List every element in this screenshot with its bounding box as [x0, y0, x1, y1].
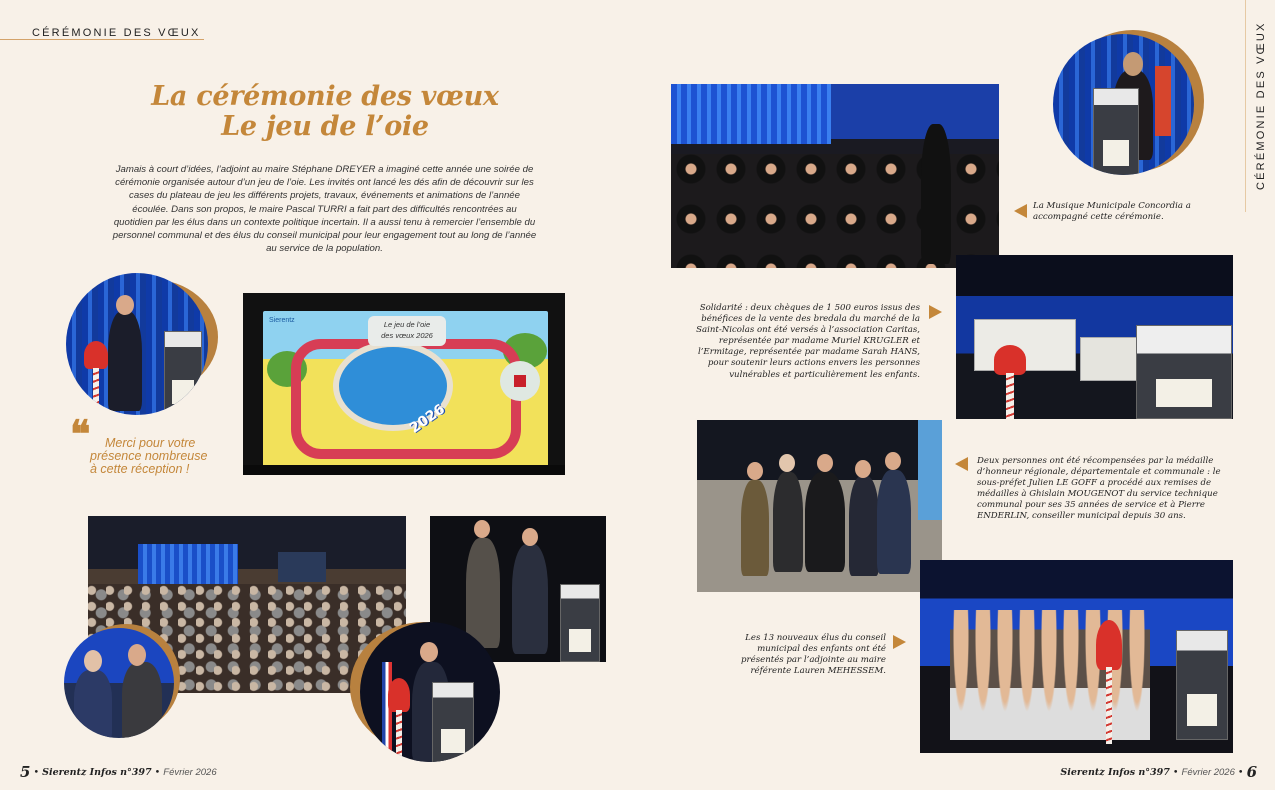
magazine-name-left: Sierentz Infos n°397: [42, 767, 152, 778]
conductor: [921, 124, 951, 264]
podium: [164, 331, 202, 415]
footer-left: 5 • Sierentz Infos n°397 • Février 2026: [20, 763, 217, 781]
year-tile: 2026: [406, 401, 449, 437]
photo-speaker-circle: [66, 273, 208, 415]
vertical-section-tag-label: CÉRÉMONIE DES VŒUX: [1255, 21, 1267, 190]
caption-pointer-icon: [1014, 204, 1027, 218]
title-line-1: La cérémonie des vœux: [151, 81, 499, 112]
quote-mark-icon: ❝: [70, 411, 91, 456]
caption-medals: Deux personnes ont été récompensées par la médaille d’honneur régionale, départementale et communale : le sous-préfet Julien LE GOFF a procédé aux remises de médailles à Ghislain MOUGENOT du service technique communal pour ses 35 années de service et à Pierre ENDERLIN, conseiller municipal depuis 30 ans.: [977, 456, 1221, 522]
photo-medal-recipients: [697, 420, 942, 592]
article-intro: Jamais à court d’idées, l’adjoint au maire Stéphane DREYER a imaginé cette année une soirée de cérémonie organisée autour d’un jeu de l’oie. Les invités ont lancé les dés afin de découvrir sur les cases du plateau de jeu les différents projets, travaux, événements et animations de l’année écoulée. Dans son propos, le maire Pascal TURRI a fait part des difficultés rencontrées au quotidien par les élus dans un contexte politique incertain. Il a aussi tenu à remercier l’ensemble du personnel communal et des élus du conseil municipal pour leur engagement tout au long de l’année au service de la population.: [112, 164, 537, 255]
die-icon: [500, 361, 540, 401]
caption-solidarity: Solidarité : deux chèques de 1 500 euros issus des bénéfices de la vente des bredala du marché de la Saint-Nicolas ont été versés à l’association Caritas, représentée par madame Muriel KRUGLER et l’Ermitage, représentée par madame Sarah HANS, pour soutenir leurs actions envers les personnes vulnérables et particulièrement les enfants.: [696, 303, 920, 380]
brand-label: Sierentz: [269, 317, 295, 324]
page-number-right: 6: [1246, 763, 1257, 781]
quote-line-2: présence nombreuse: [90, 449, 208, 463]
caption-music: La Musique Municipale Concordia a accompagné cette cérémonie.: [1033, 201, 1191, 223]
alsace-flag: [1155, 66, 1171, 136]
caption-pointer-icon: [893, 635, 906, 649]
mushroom-button-prop: [84, 341, 108, 411]
photo-podium-speech-circle: [360, 622, 500, 762]
caption-children-council: Les 13 nouveaux élus du conseil municipal des enfants ont été présentés par l’adjointe au maire référente Lauren MEHESSEM.: [741, 633, 886, 677]
footer-right: Sierentz Infos n°397 • Février 2026 • 6: [1060, 763, 1257, 781]
slide-title-box: Le jeu de l’oie des vœux 2026: [368, 316, 446, 346]
quote-line-1: Merci pour votre: [105, 436, 196, 450]
caption-pointer-icon: [955, 457, 968, 471]
photo-woman-podium-circle: [1053, 34, 1194, 175]
issue-date-left: Février 2026: [163, 767, 217, 778]
quote-line-3: à cette réception !: [90, 462, 190, 476]
title-line-2: Le jeu de l’oie: [221, 111, 429, 142]
caption-pointer-icon: [929, 305, 942, 319]
magazine-name-right: Sierentz Infos n°397: [1060, 767, 1170, 778]
photo-greeting-circle: [64, 628, 174, 738]
game-board: [263, 311, 548, 471]
section-tag: [0, 26, 204, 40]
photo-game-board-projection: [243, 293, 565, 475]
issue-date-right: Février 2026: [1181, 767, 1235, 778]
section-tag-label: CÉRÉMONIE DES VŒUX: [32, 27, 201, 39]
photo-cheque-presentation: [956, 255, 1233, 419]
page-number-left: 5: [20, 763, 31, 781]
speaker-head: [116, 295, 134, 315]
photo-children-council: [920, 560, 1233, 753]
vertical-section-tag: [1245, 0, 1275, 212]
article-title: [110, 82, 540, 142]
speaker-figure: [108, 311, 142, 411]
photo-orchestra: [671, 84, 999, 268]
